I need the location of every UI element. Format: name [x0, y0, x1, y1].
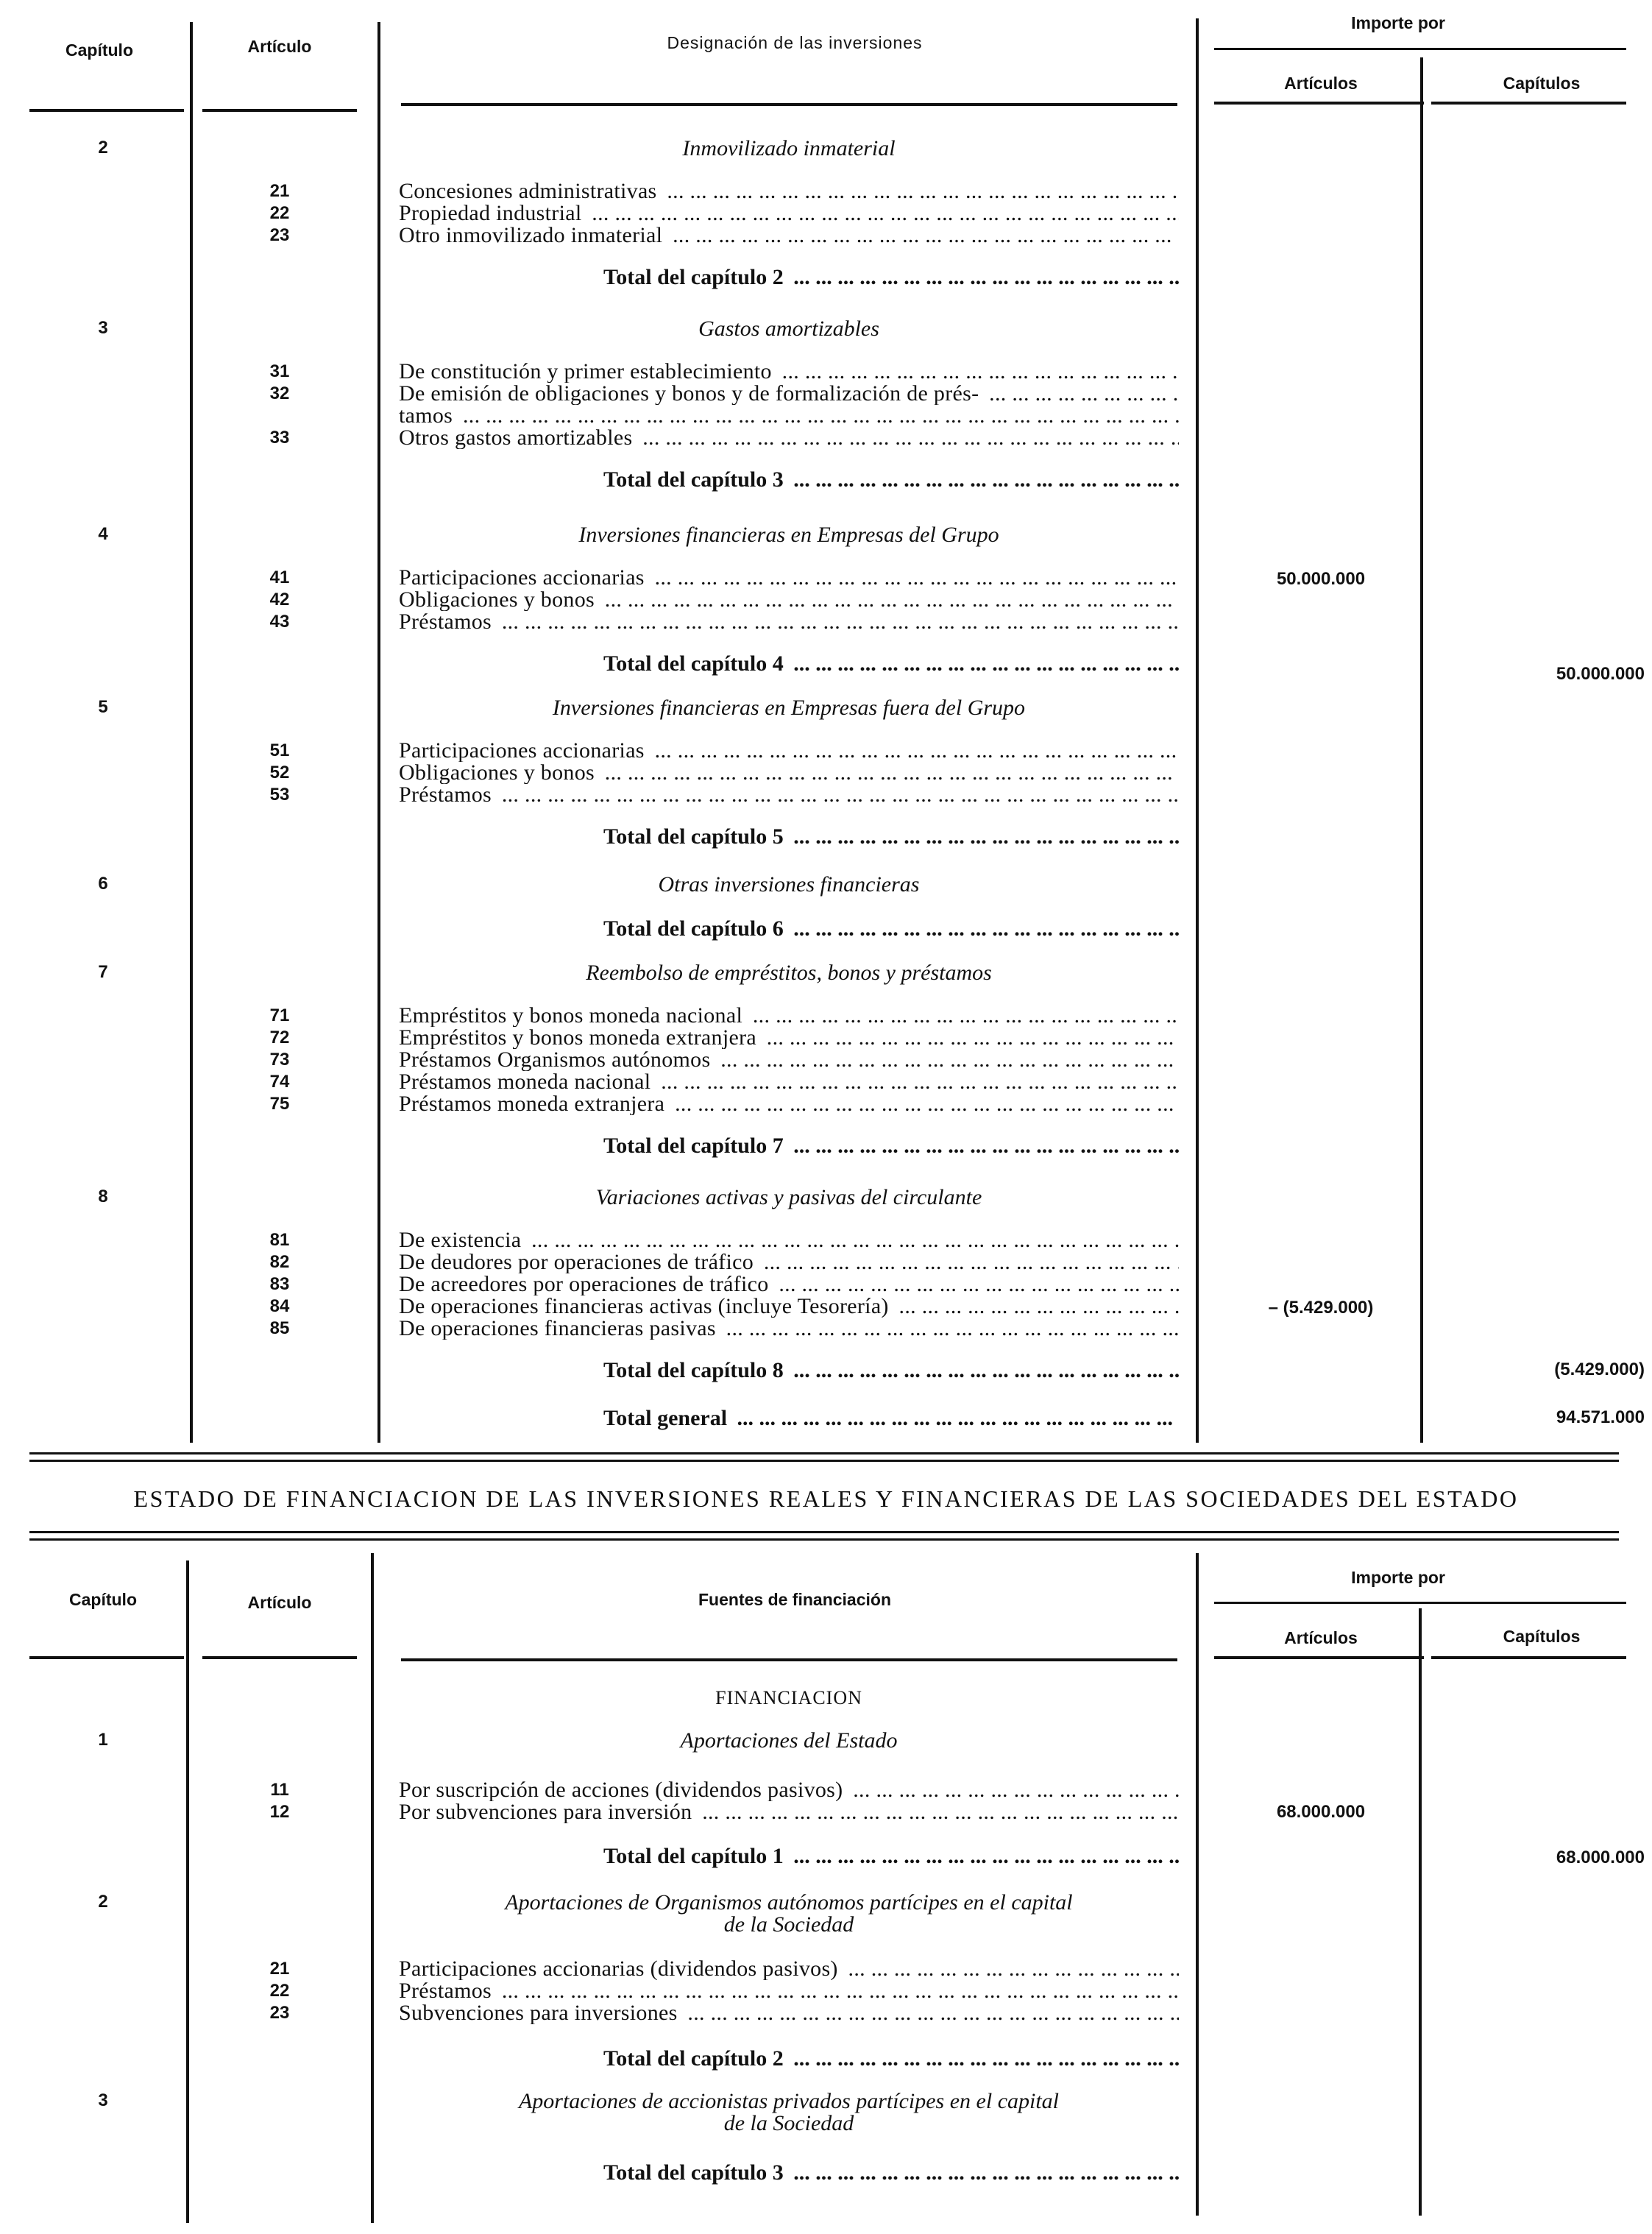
article-label: De operaciones financieras pasivas ... . [399, 1318, 1179, 1340]
article-label: Préstamos Organismos autónomos ... . [399, 1049, 1179, 1071]
grand-total-amount: 94.571.000 [1556, 1407, 1645, 1427]
article-label: Subvenciones para inversiones ... . [399, 2002, 1179, 2024]
double-rule [29, 1538, 1619, 1541]
article-number: 21 [269, 1959, 290, 1979]
col-header-capitulo: Capítulo [69, 1590, 137, 1609]
article-label: Participaciones accionarias (dividendos pasivos) ... . [399, 1958, 1179, 1980]
chapter-title-continued: de la Sociedad [723, 1912, 854, 1937]
col-header-articulos: Artículos [1284, 1628, 1358, 1647]
article-number: 72 [269, 1028, 290, 1047]
double-rule [29, 1460, 1619, 1462]
chapter-total: Total del capítulo 2 ... . [603, 2046, 1179, 2071]
chapter-title-continued: de la Sociedad [723, 2111, 854, 2135]
article-amount: 50.000.000 [1276, 569, 1366, 589]
header-rule [29, 109, 184, 112]
chapter-title: Aportaciones del Estado [680, 1728, 898, 1753]
chapter-total: Total del capítulo 6 ... . [603, 916, 1179, 941]
double-rule [29, 1531, 1619, 1533]
col-header-articulo: Artículo [247, 1593, 312, 1612]
article-label: Obligaciones y bonos ... . [399, 762, 1179, 784]
col-header-fuentes: Fuentes de financiación [698, 1590, 891, 1609]
col-header-importe: Importe por [1351, 1568, 1445, 1587]
chapter-title: Inmovilizado inmaterial [682, 136, 896, 160]
chapter-total: Total del capítulo 3 ... . [603, 2160, 1179, 2185]
header-rule [1214, 48, 1626, 50]
column-divider [1196, 1553, 1199, 2216]
header-rule [1214, 102, 1424, 105]
column-divider [1420, 57, 1423, 1443]
header-rule [29, 1656, 184, 1659]
chapter-number: 2 [98, 138, 108, 158]
chapter-total: Total del capítulo 2 ... . [603, 265, 1179, 290]
article-number: 22 [269, 203, 290, 223]
article-number: 51 [269, 740, 290, 760]
chapter-title: Otras inversiones financieras [658, 872, 920, 897]
article-label: De deudores por operaciones de tráfico ... . [399, 1251, 1179, 1273]
article-number: 11 [270, 1780, 289, 1800]
article-label: Participaciones accionarias ... . [399, 740, 1179, 762]
header-rule [401, 103, 1177, 106]
chapter-total: Total del capítulo 7 ... . [603, 1134, 1179, 1159]
col-header-articulo: Artículo [247, 37, 312, 56]
article-number: 84 [269, 1296, 290, 1316]
col-header-importe: Importe por [1351, 13, 1445, 32]
article-number: 53 [269, 785, 290, 805]
financiacion-heading: FINANCIACION [715, 1687, 862, 1708]
col-header-designacion: Designación de las inversiones [667, 33, 923, 52]
column-divider [371, 1553, 374, 2223]
article-number: 22 [269, 1981, 290, 2001]
chapter-number: 3 [98, 2090, 108, 2110]
chapter-number: 1 [98, 1730, 108, 1750]
column-divider [1419, 1608, 1422, 2216]
chapter-total: Total del capítulo 4 ... . [603, 651, 1179, 676]
chapter-title: Reembolso de empréstitos, bonos y préstamos [586, 961, 992, 985]
chapter-number: 6 [98, 874, 108, 894]
chapter-title: Aportaciones de accionistas privados partícipes en el capital [518, 2089, 1060, 2113]
article-label: Concesiones administrativas ... . [399, 180, 1179, 202]
chapter-total: Total del capítulo 8 ... . [603, 1358, 1179, 1383]
chapter-total: Total del capítulo 3 ... . [603, 467, 1179, 492]
chapter-total-amount: 68.000.000 [1556, 1848, 1645, 1867]
article-label: Préstamos moneda extranjera ... . [399, 1093, 1179, 1115]
article-number: 32 [269, 383, 290, 403]
chapter-title: Variaciones activas y pasivas del circulante [595, 1185, 982, 1209]
chapter-number: 2 [98, 1892, 108, 1912]
article-label: Propiedad industrial ... . [399, 202, 1179, 225]
chapter-number: 5 [98, 697, 108, 717]
article-number: 74 [269, 1072, 290, 1092]
chapter-total: Total del capítulo 1 ... . [603, 1844, 1179, 1869]
article-label: De emisión de obligaciones y bonos y de formalización de prés- ... . [399, 383, 1179, 405]
header-rule [1431, 102, 1626, 105]
article-number: 71 [269, 1005, 290, 1025]
article-number: 43 [269, 612, 290, 632]
article-number: 81 [269, 1230, 290, 1250]
article-number: 23 [269, 225, 290, 245]
chapter-total-amount: 50.000.000 [1556, 664, 1645, 684]
article-number: 73 [269, 1050, 290, 1070]
chapter-number: 3 [98, 318, 108, 338]
article-number: 21 [269, 181, 290, 201]
article-label: Empréstitos y bonos moneda extranjera ... . [399, 1027, 1179, 1049]
article-number: 83 [269, 1274, 290, 1294]
article-number: 33 [269, 428, 290, 448]
column-divider [186, 1560, 189, 2223]
article-number: 75 [269, 1094, 290, 1114]
col-header-articulos: Artículos [1284, 74, 1358, 93]
article-label: Participaciones accionarias ... . [399, 567, 1179, 589]
col-header-capitulos: Capítulos [1503, 74, 1581, 93]
grand-total: Total general ... . [603, 1406, 1179, 1431]
col-header-capitulos: Capítulos [1503, 1627, 1581, 1646]
article-number: 42 [269, 590, 290, 609]
chapter-title: Gastos amortizables [698, 317, 879, 341]
header-rule [401, 1658, 1177, 1661]
article-number: 41 [269, 568, 290, 587]
article-label: De operaciones financieras activas (incluye Tesorería) ... . [399, 1295, 1179, 1318]
header-rule [202, 1656, 357, 1659]
article-label: Por suscripción de acciones (dividendos pasivos) ... . [399, 1779, 1179, 1801]
col-header-capitulo: Capítulo [65, 40, 133, 60]
article-amount: 68.000.000 [1276, 1802, 1366, 1822]
header-rule [1214, 1656, 1424, 1659]
article-number: 85 [269, 1318, 290, 1338]
header-rule [202, 109, 357, 112]
article-label: Préstamos ... . [399, 784, 1179, 806]
article-label: Empréstitos y bonos moneda nacional ... . [399, 1005, 1179, 1027]
column-divider [190, 22, 193, 1443]
article-label: Préstamos ... . [399, 1980, 1179, 2002]
chapter-total: Total del capítulo 5 ... . [603, 824, 1179, 849]
chapter-number: 4 [98, 524, 108, 544]
column-divider [1196, 18, 1199, 1443]
chapter-number: 7 [98, 962, 108, 982]
article-number: 52 [269, 763, 290, 782]
article-label: Préstamos moneda nacional ... . [399, 1071, 1179, 1093]
article-number: 12 [269, 1802, 290, 1822]
article-number: 31 [269, 361, 290, 381]
article-amount: – (5.429.000) [1268, 1298, 1374, 1318]
chapter-total-amount: (5.429.000) [1554, 1360, 1645, 1379]
article-label: De constitución y primer establecimiento ... . [399, 361, 1179, 383]
chapter-title: Inversiones financieras en Empresas del Grupo [578, 523, 999, 547]
chapter-number: 8 [98, 1187, 108, 1206]
section-title: ESTADO DE FINANCIACION DE LAS INVERSIONES REALES Y FINANCIERAS DE LAS SOCIEDADES DEL ESTADO [133, 1485, 1519, 1512]
article-label: Otros gastos amortizables ... . [399, 427, 1179, 449]
article-number: 23 [269, 2003, 290, 2023]
article-label: Por subvenciones para inversión ... . [399, 1801, 1179, 1823]
article-label: De existencia ... . [399, 1229, 1179, 1251]
header-rule [1214, 1602, 1626, 1604]
header-rule [1431, 1656, 1626, 1659]
article-label: tamos ... . [399, 405, 1179, 427]
article-label: Otro inmovilizado inmaterial ... . [399, 225, 1179, 247]
article-label: Préstamos ... . [399, 611, 1179, 633]
article-label: Obligaciones y bonos ... . [399, 589, 1179, 611]
column-divider [377, 22, 380, 1443]
chapter-title: Aportaciones de Organismos autónomos partícipes en el capital [505, 1890, 1073, 1915]
double-rule [29, 1452, 1619, 1454]
article-number: 82 [269, 1252, 290, 1272]
chapter-title: Inversiones financieras en Empresas fuera del Grupo [552, 696, 1026, 720]
article-label: De acreedores por operaciones de tráfico ... . [399, 1273, 1179, 1295]
